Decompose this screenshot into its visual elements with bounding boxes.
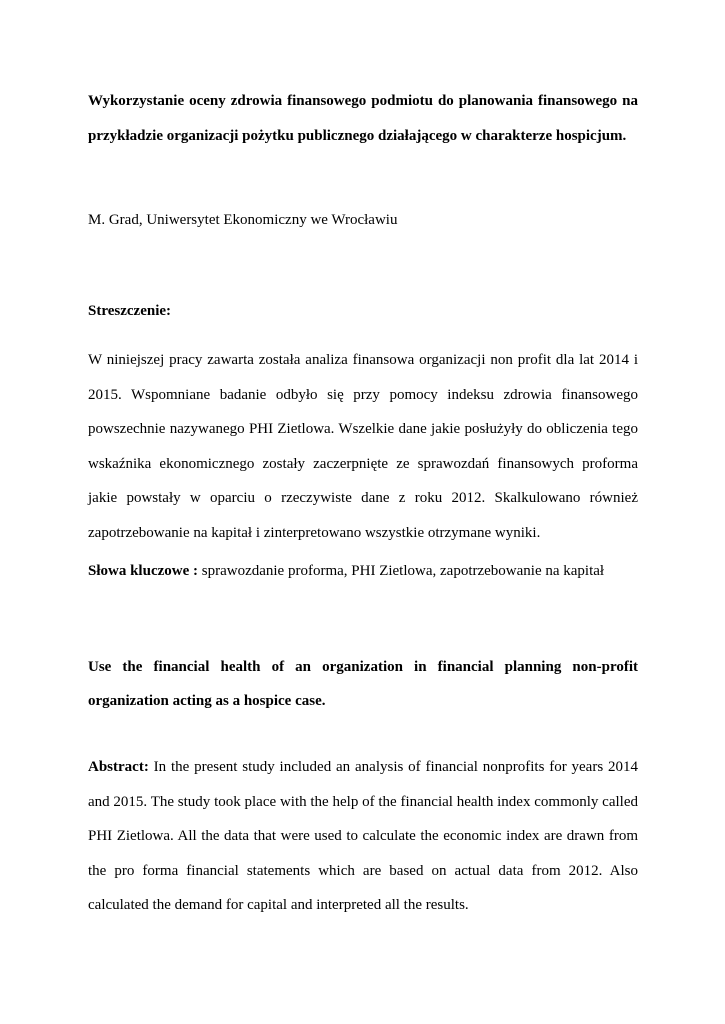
- keywords-label: Słowa kluczowe :: [88, 563, 198, 579]
- keywords-line: [88, 560, 638, 582]
- paper-title-polish: Wykorzystanie oceny zdrowia finansowego podmiotu do planowania finansowego na przykładzie organizacji pożytku publicznego działającego w charakterze hospicjum.: [88, 93, 638, 144]
- abstract-text-polish: W niniejszej pracy zawarta została analiza finansowa organizacji non profit dla lat 2014 i 2015. Wspomniane badanie odbyło się przy pomocy indeksu zdrowia finansowego powszechnie nazywanego PHI Zietlowa. Wszelkie dane jakie posłużyły do obliczenia tego wskaźnika ekonomicznego zostały zaczerpnięte ze sprawozdań finansowych proforma jakie powstały w oparciu o rzeczywiste dane z roku 2012. Skalkulowano również zapotrzebowanie na kapitał i zinterpretowano wszystkie otrzymane wyniki.: [88, 352, 638, 541]
- keywords-text: sprawozdanie proforma, PHI Zietlowa, zapotrzebowanie na kapitał: [198, 563, 605, 579]
- abstract-english: [88, 750, 638, 923]
- abstract-heading-polish: Streszczenie:: [88, 303, 172, 319]
- abstract-text-english: In the present study included an analysis of financial nonprofits for years 2014 and 2015. The study took place with the help of the financial health index commonly called PHI Zietlowa. All the data that were used to calculate the economic index are drawn from the pro forma financial statements which are based on actual data from 2012. Also calculated the demand for capital and interpreted all the results.: [88, 759, 638, 913]
- author-affiliation: M. Grad, Uniwersytet Ekonomiczny we Wrocławiu: [88, 212, 398, 228]
- abstract-label-english: Abstract:: [88, 759, 149, 775]
- paper-title-english: Use the financial health of an organization in financial planning non-profit organization acting as a hospice case.: [88, 659, 638, 709]
